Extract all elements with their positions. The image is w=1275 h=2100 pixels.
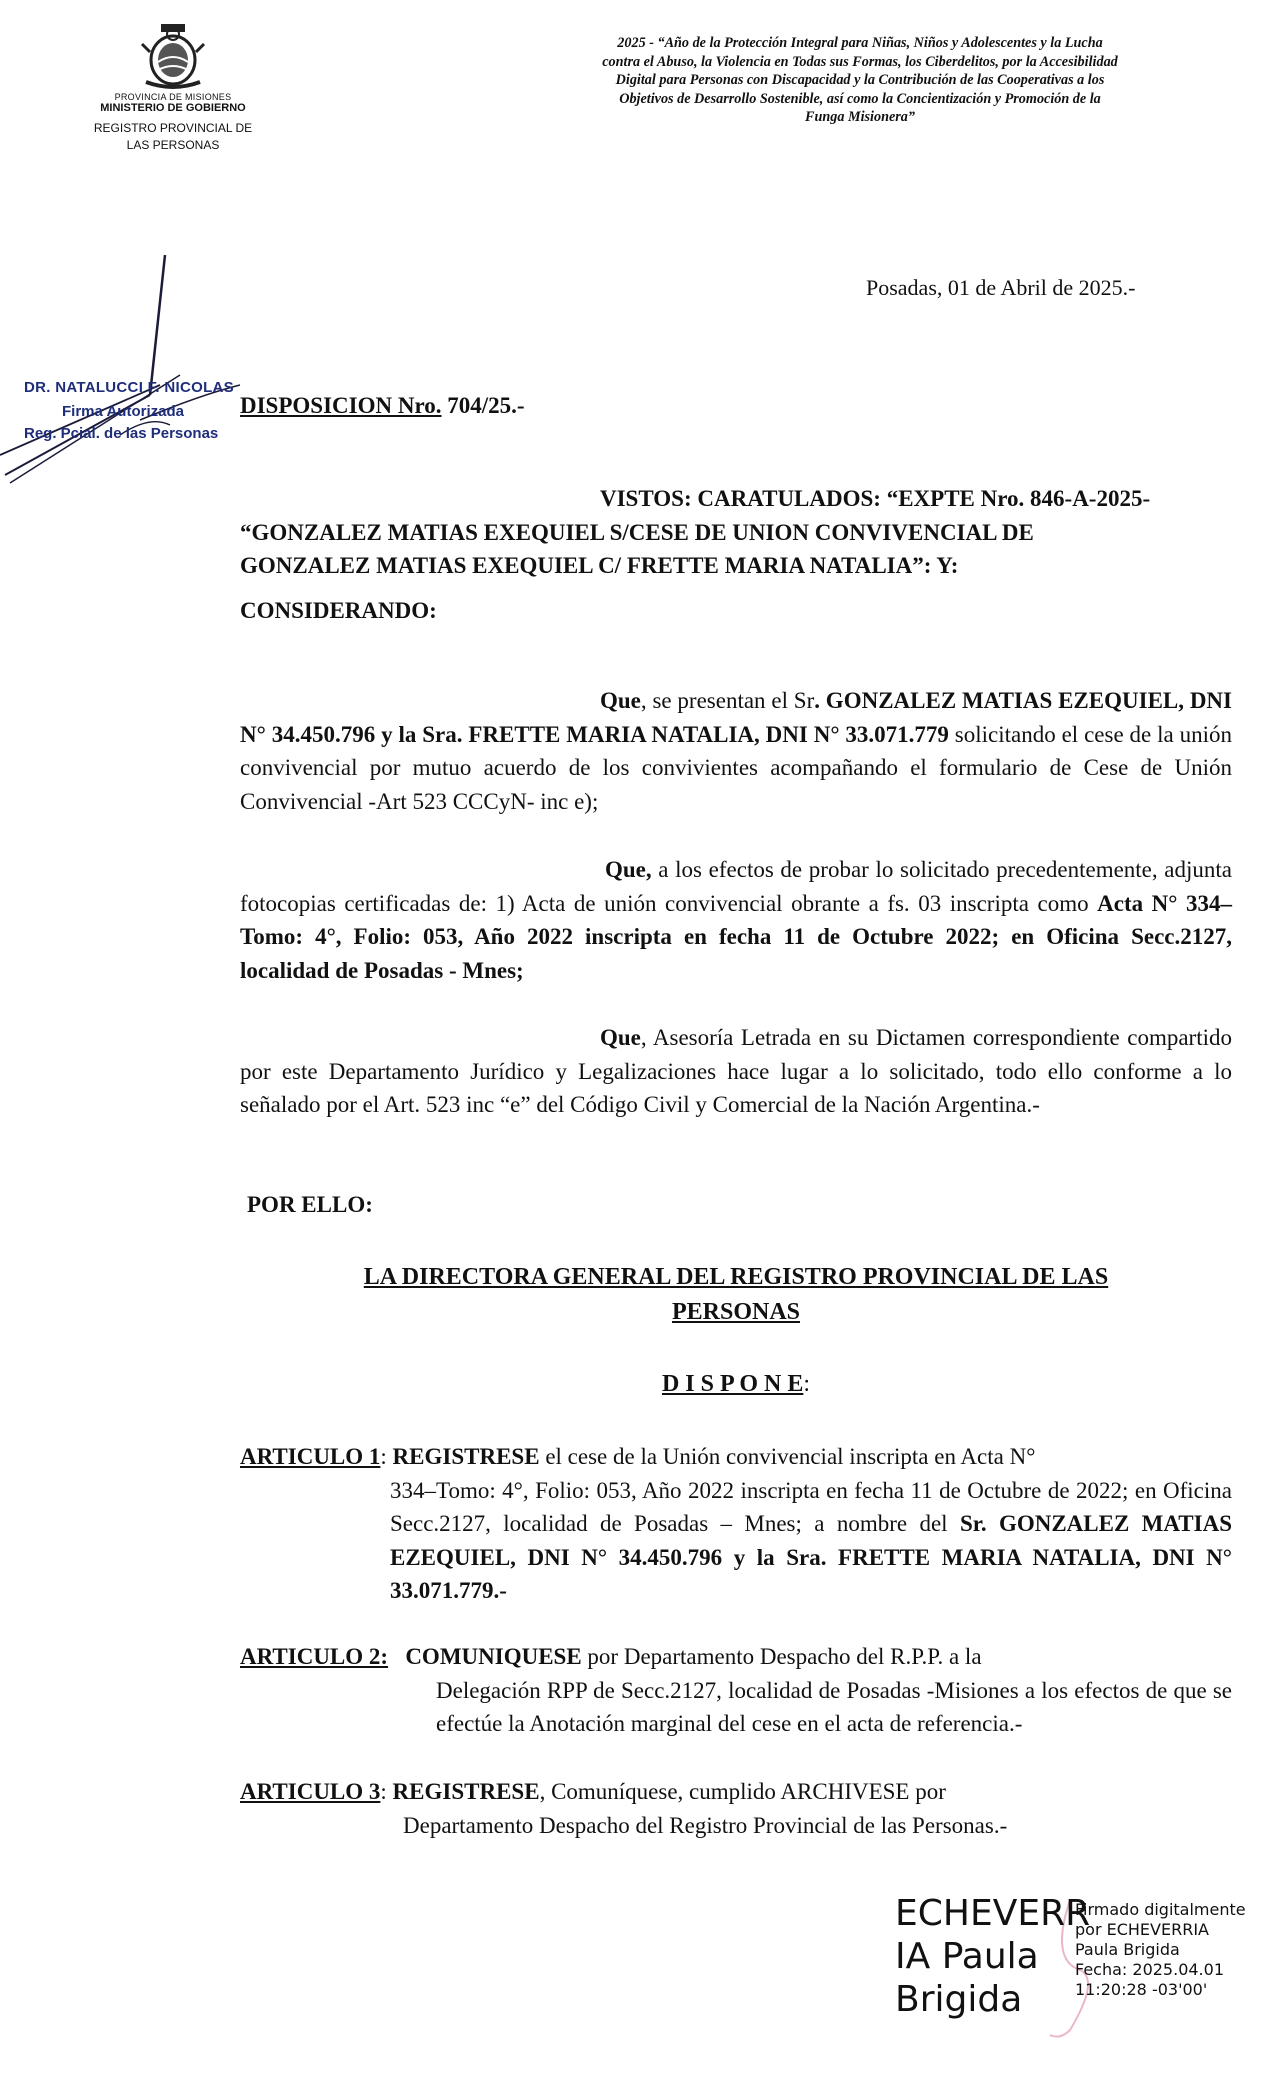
directora-line2: PERSONAS — [671, 1299, 801, 1325]
article-text: Delegación RPP de Secc.2127, localidad de Posadas -Misiones a los efectos de que se efectúe la Anotación marginal del cese en el acta de referencia.- — [436, 1677, 1232, 1736]
header-registry-line1: REGISTRO PROVINCIAL DE — [93, 121, 253, 135]
article-2 — [240, 1640, 1232, 1741]
disposition-title — [240, 393, 525, 419]
document-date: Posadas, 01 de Abril de 2025.- — [866, 275, 1136, 300]
dispone-colon: : — [803, 1371, 811, 1397]
header-registry-line2: LAS PERSONAS — [126, 138, 220, 152]
header-ministry-name: MINISTERIO DE GOBIERNO — [100, 102, 246, 114]
paragraph-text: solicitando el cese de la unión convivencial por mutuo acuerdo de los convivientes acompañando el formulario de Cese de Unión Convivencial -Art 523 CCCyN- inc e); — [240, 721, 1232, 814]
registrese-keyword: REGISTRESE — [392, 1444, 540, 1469]
paragraph-text: , se presentan el Sr — [640, 688, 815, 713]
considerando-heading: CONSIDERANDO: — [240, 598, 437, 623]
considerando-paragraph-2 — [240, 853, 1232, 987]
article-colon: : — [380, 1444, 393, 1469]
motto-line: Funga Misionera” — [805, 109, 915, 126]
handwritten-signature-strokes — [0, 245, 320, 485]
que-keyword: Que — [600, 1025, 641, 1050]
motto-line: Objetivos de Desarrollo Sostenible, así como la Concientización y Promoción de la — [619, 90, 1101, 107]
signer-name-line1: ECHEVERR — [895, 1893, 1091, 1934]
motto-line: contra el Abuso, la Violencia en Todas sus Formas, los Ciberdelitos, por la Accesibilidad — [602, 53, 1118, 70]
article-text: el cese de la Unión convivencial inscripta en Acta N° — [539, 1444, 1036, 1469]
stamp-registry: Reg. Pcial. de las Personas — [24, 425, 219, 442]
que-keyword: Que — [600, 688, 641, 713]
vistos-line2: “GONZALEZ MATIAS EXEQUIEL S/CESE DE UNION CONVIVENCIAL DE — [240, 519, 1034, 545]
article-text: 334–Tomo: 4°, Folio: 053, Año 2022 inscripta en fecha 11 de Octubre de 2022; en Oficina Secc.2127, localidad de Posadas – Mnes; a nombre del — [390, 1477, 1232, 1536]
que-keyword: Que, — [605, 857, 652, 882]
dispone-word: D I S P O N E — [661, 1371, 804, 1397]
comuniquese-keyword: COMUNIQUESE — [405, 1644, 582, 1669]
stamp-authorized-signature: Firma Autorizada — [62, 403, 184, 420]
article-1-label: ARTICULO 1 — [240, 1444, 381, 1469]
parties-identification: . GONZALEZ MATIAS EZEQUIEL, DNI N° 34.450.796 y la Sra. FRETTE MARIA NATALIA, DNI N° 33.071.779 — [240, 688, 1232, 747]
considerando-paragraph-3 — [240, 1021, 1232, 1122]
stamp-official-name: DR. NATALUCCI F. NICOLAS — [24, 379, 234, 396]
vistos-line1: VISTOS: CARATULADOS: “EXPTE Nro. 846-A-2025- — [600, 486, 1151, 511]
vistos-section — [240, 482, 1232, 583]
signer-name-line3: Brigida — [895, 1979, 1023, 2020]
article-text: , Comuníquese, cumplido ARCHIVESE por — [539, 1779, 946, 1804]
signature-detail: 11:20:28 -03'00' — [1075, 1980, 1208, 1999]
disposition-number: 704/25.- — [441, 393, 525, 418]
por-ello-heading: POR ELLO: — [247, 1192, 373, 1217]
signature-detail: Paula Brigida — [1075, 1940, 1180, 1959]
header-motto — [540, 34, 1180, 127]
signature-detail: Firmado digitalmente — [1075, 1900, 1246, 1919]
directora-heading — [240, 1260, 1232, 1330]
article-text: por Departamento Despacho del R.P.P. a la — [581, 1644, 982, 1669]
signer-name-line2: IA Paula — [895, 1936, 1039, 1977]
signature-detail: Fecha: 2025.04.01 — [1075, 1960, 1224, 1979]
dispone-heading — [240, 1371, 1232, 1398]
paragraph-text: a los efectos de probar lo solicitado precedentemente, adjunta fotocopias certificadas de: 1) Acta de unión convivencial obrante a fs. 03 inscripta como — [240, 857, 1232, 916]
article-text: Departamento Despacho del Registro Provincial de las Personas.- — [403, 1812, 1008, 1838]
act-reference: Acta N° 334–Tomo: 4°, Folio: 053, Año 2022 inscripta en fecha 11 de Octubre 2022; en Oficina Secc.2127, localidad de Posadas - Mnes; — [240, 890, 1232, 983]
vistos-line3: GONZALEZ MATIAS EXEQUIEL C/ FRETTE MARIA NATALIA”: Y: — [240, 553, 959, 578]
article-1 — [240, 1440, 1232, 1608]
digital-signature-details — [1075, 1900, 1275, 2000]
article-colon: : — [380, 1779, 393, 1804]
considerando-paragraph-1 — [240, 684, 1232, 818]
province-coat-of-arms-logo — [128, 22, 218, 92]
disposition-label: DISPOSICION Nro. — [240, 393, 442, 418]
paragraph-text: , Asesoría Letrada en su Dictamen correspondiente compartido por este Departamento Jurídico y Legalizaciones hace lugar a lo solicitado, todo ello conforme a lo señalado por el Art. 523 inc “e” del Código Civil y Comercial de la Nación Argentina.- — [240, 1025, 1232, 1117]
article-2-label: ARTICULO 2: — [240, 1644, 389, 1669]
header-province-name: PROVINCIA DE MISIONES — [114, 92, 232, 102]
article-3-label: ARTICULO 3 — [240, 1779, 381, 1804]
motto-line: Digital para Personas con Discapacidad y la Contribución de las Cooperativas a los — [615, 72, 1105, 89]
article-3 — [240, 1775, 1232, 1842]
motto-line: 2025 - “Año de la Protección Integral para Niñas, Niños y Adolescentes y la Lucha — [617, 35, 1103, 51]
signature-detail: por ECHEVERRIA — [1075, 1920, 1209, 1939]
parties-identification: Sr. GONZALEZ MATIAS EZEQUIEL, DNI N° 34.450.796 y la Sra. FRETTE MARIA NATALIA, DNI N° 33.071.779.- — [390, 1511, 1232, 1603]
registrese-keyword: REGISTRESE — [392, 1779, 540, 1804]
directora-line1: LA DIRECTORA GENERAL DEL REGISTRO PROVINCIAL DE LAS — [363, 1264, 1109, 1290]
